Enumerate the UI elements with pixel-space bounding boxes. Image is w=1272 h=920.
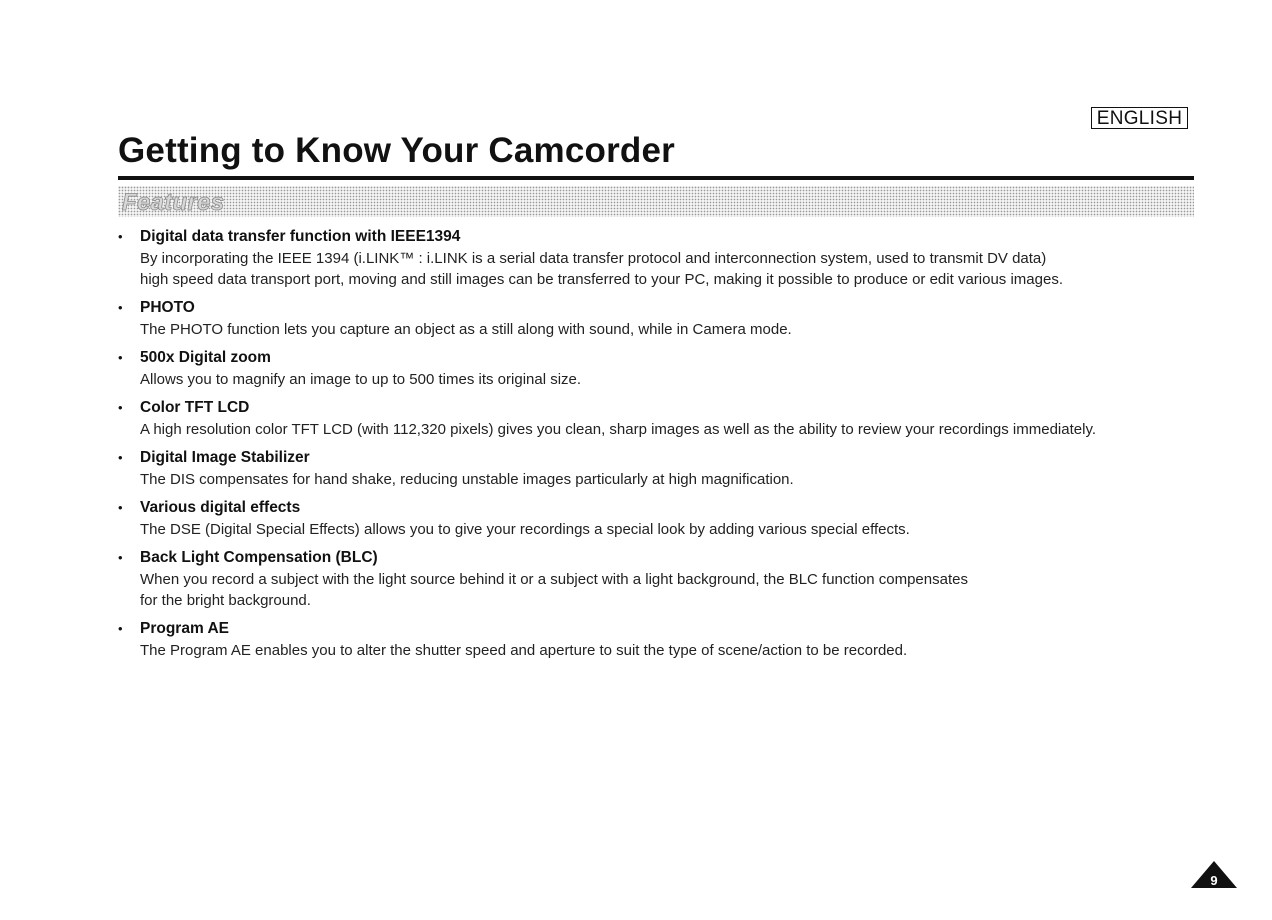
feature-heading: Various digital effects (140, 499, 301, 516)
feature-description: The DIS compensates for hand shake, reducing unstable images particularly at high magnification. (140, 471, 794, 488)
feature-description: By incorporating the IEEE 1394 (i.LINK™ : i.LINK is a serial data transfer protocol and interconnection system, used to transmit DV data) (140, 250, 1047, 267)
feature-item (118, 618, 1194, 661)
feature-heading: Color TFT LCD (140, 399, 250, 416)
feature-heading: Back Light Compensation (BLC) (140, 549, 378, 566)
feature-description: When you record a subject with the light source behind it or a subject with a light background, the BLC function compensates (140, 571, 968, 588)
bullet-icon: • (118, 400, 123, 415)
feature-item (118, 497, 1194, 540)
bullet-icon: • (118, 350, 123, 365)
bullet-icon: • (118, 621, 123, 636)
feature-description: A high resolution color TFT LCD (with 112,320 pixels) gives you clean, sharp images as well as the ability to review your recordings immediately. (140, 421, 1096, 438)
language-badge: ENGLISH (1091, 107, 1188, 129)
title-divider (118, 176, 1194, 180)
bullet-icon: • (118, 500, 123, 515)
page-number-marker (1190, 860, 1238, 889)
feature-list (118, 226, 1194, 661)
bullet-icon: • (118, 229, 123, 244)
feature-item (118, 547, 1194, 611)
feature-description: The Program AE enables you to alter the shutter speed and aperture to suit the type of scene/action to be recorded. (140, 642, 908, 659)
bullet-icon: • (118, 300, 123, 315)
section-title: Features (122, 189, 225, 216)
feature-heading: Program AE (140, 620, 230, 637)
feature-item (118, 397, 1194, 440)
feature-heading: Digital Image Stabilizer (140, 449, 310, 466)
feature-description: The PHOTO function lets you capture an object as a still along with sound, while in Camera mode. (140, 321, 792, 338)
bullet-icon: • (118, 550, 123, 565)
page-title: Getting to Know Your Camcorder (118, 131, 675, 170)
feature-item (118, 447, 1194, 490)
feature-heading: PHOTO (140, 299, 195, 316)
feature-description: for the bright background. (140, 592, 311, 609)
feature-description: Allows you to magnify an image to up to 500 times its original size. (140, 371, 582, 388)
feature-heading: Digital data transfer function with IEEE1394 (140, 228, 461, 245)
page-number: 9 (1210, 873, 1218, 888)
feature-item (118, 347, 1194, 390)
feature-item (118, 226, 1194, 290)
bullet-icon: • (118, 450, 123, 465)
section-header-band (118, 186, 1194, 217)
feature-item (118, 297, 1194, 340)
feature-description: The DSE (Digital Special Effects) allows you to give your recordings a special look by adding various special effects. (140, 521, 910, 538)
feature-heading: 500x Digital zoom (140, 349, 271, 366)
feature-description: high speed data transport port, moving and still images can be transferred to your PC, making it possible to produce or edit various images. (140, 271, 1063, 288)
